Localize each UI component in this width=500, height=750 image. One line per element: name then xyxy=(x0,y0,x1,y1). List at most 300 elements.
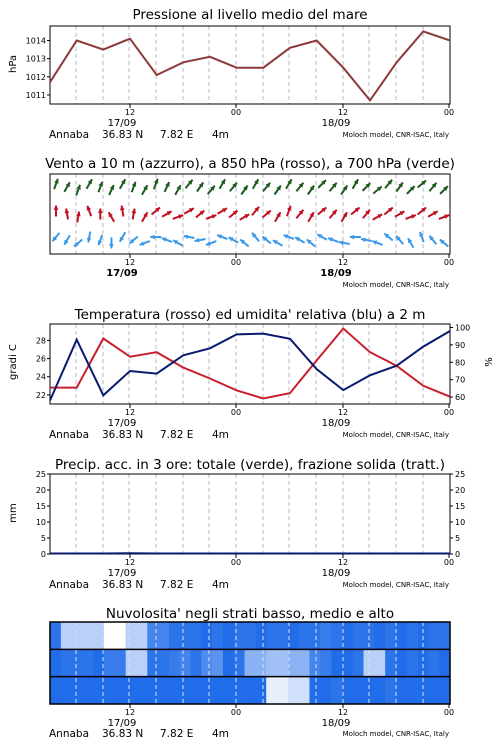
cloud-cell-alto xyxy=(407,622,418,649)
cloud-cell-medio xyxy=(266,649,277,676)
cloud-cell-alto xyxy=(136,622,147,649)
precip-ytick-label: 25 xyxy=(35,470,46,479)
cloud-cell-medio xyxy=(104,649,115,676)
cloud-cell-medio xyxy=(50,649,61,676)
wind700-wind-arrow xyxy=(429,183,436,191)
wind10-wind-arrow xyxy=(307,239,315,246)
cloud-cell-medio xyxy=(223,649,234,676)
wind10-wind-arrow xyxy=(109,238,114,249)
cloud-cell-alto xyxy=(180,622,191,649)
wind700-wind-arrow xyxy=(87,179,93,189)
wind700-wind-arrow xyxy=(286,179,292,189)
cloud-cell-basso xyxy=(439,677,450,704)
wind700-wind-arrow xyxy=(263,183,270,191)
cloud-cell-medio xyxy=(245,649,256,676)
precip-ytick-label-right: 10 xyxy=(455,518,466,527)
cloud-cell-alto xyxy=(50,622,61,649)
info-line-5 xyxy=(49,728,449,740)
credit: Moloch model, CNR-ISAC, Italy xyxy=(342,131,449,139)
wind850-wind-arrow xyxy=(87,206,92,216)
cloud-panel xyxy=(50,622,454,729)
cloud-cell-medio xyxy=(158,649,169,676)
wind10-wind-arrow xyxy=(120,232,126,242)
wind-title: Vento a 10 m (azzurro), a 850 hPa (rosso), a 700 hPa (verde) xyxy=(45,156,455,172)
cloud-cell-basso xyxy=(299,677,310,704)
temp-title: Temperatura (rosso) ed umidita' relativa (blu) a 2 m xyxy=(74,307,426,323)
cloud-cell-alto xyxy=(191,622,202,649)
wind850-wind-arrow xyxy=(206,214,216,219)
cloud-cell-basso xyxy=(342,677,353,704)
wind700-wind-arrow xyxy=(407,186,415,194)
temp-date-label: 18/09 xyxy=(321,418,351,429)
temp-ytick-label: 22 xyxy=(35,390,46,400)
credit: Moloch model, CNR-ISAC, Italy xyxy=(342,431,449,439)
wind850-wind-arrow xyxy=(418,207,426,214)
wind10-wind-arrow xyxy=(64,235,70,245)
pressure-frame xyxy=(50,26,450,104)
cloud-cell-medio xyxy=(201,649,212,676)
cloud-cell-basso xyxy=(126,677,137,704)
wind850-wind-arrow xyxy=(351,207,359,214)
precip-frame xyxy=(50,474,450,554)
cloud-cell-basso xyxy=(61,677,72,704)
wind10-wind-arrow xyxy=(384,233,392,240)
cloud-cell-basso xyxy=(115,677,126,704)
cloud-cell-alto xyxy=(72,622,83,649)
wind10-wind-arrow xyxy=(440,239,448,246)
temp-xtick-label: 00 xyxy=(230,408,242,417)
cloud-cell-alto xyxy=(126,622,137,649)
wind10-wind-arrow xyxy=(372,240,382,245)
cloud-cell-alto xyxy=(288,622,299,649)
cloud-cell-alto xyxy=(223,622,234,649)
precip-title: Precip. acc. in 3 ore: totale (verde), frazione solida (tratt.) xyxy=(55,457,445,473)
pressure-ytick-label: 1013 xyxy=(25,54,46,64)
precip-ytick-label-right: 0 xyxy=(455,550,461,559)
wind850-wind-arrow xyxy=(76,212,81,223)
cloud-cell-basso xyxy=(396,677,407,704)
precip-ytick-label-right: 20 xyxy=(455,486,466,495)
precip-ytick-label: 20 xyxy=(35,486,46,495)
cloud-cell-medio xyxy=(115,649,126,676)
wind850-wind-arrow xyxy=(142,212,148,222)
pressure-xtick-label: 00 xyxy=(443,108,455,117)
wind850-wind-arrow xyxy=(428,211,438,217)
wind850-wind-arrow xyxy=(262,210,270,217)
pressure-ytick-label: 1012 xyxy=(25,72,46,82)
wind700-wind-arrow xyxy=(64,182,70,192)
cloud-cell-medio xyxy=(353,649,364,676)
wind700-wind-arrow xyxy=(185,180,192,188)
wind-panel xyxy=(50,174,454,279)
wind10-wind-head xyxy=(350,235,354,240)
cloud-date-label: 17/09 xyxy=(107,718,137,729)
cloud-xtick-label: 12 xyxy=(337,708,349,717)
location-place: Annaba xyxy=(49,429,90,441)
wind700-wind-arrow xyxy=(142,185,148,195)
cloud-cell-alto xyxy=(201,622,212,649)
location-place: Annaba xyxy=(49,728,90,740)
wind850-wind-arrow xyxy=(109,212,115,222)
pressure-title: Pressione al livello medio del mare xyxy=(132,7,368,23)
cloud-cell-medio xyxy=(61,649,72,676)
precip-panel xyxy=(36,470,465,579)
wind850-wind-arrow xyxy=(308,212,314,222)
cloud-cell-basso xyxy=(50,677,61,704)
pressure-ylabel: hPa xyxy=(8,54,19,74)
precip-ytick-label: 0 xyxy=(40,550,46,559)
wind10-wind-arrow xyxy=(195,238,206,243)
wind10-wind-arrow xyxy=(87,232,92,243)
wind850-wind-arrow xyxy=(196,210,204,217)
pressure-xtick-label: 12 xyxy=(124,108,136,117)
wind10-wind-arrow xyxy=(217,234,227,239)
wind700-wind-arrow xyxy=(440,186,448,194)
cloud-date-label: 18/09 xyxy=(321,718,351,729)
wind700-wind-arrow xyxy=(385,180,392,188)
credit: Moloch model, CNR-ISAC, Italy xyxy=(342,281,449,289)
humidity-ylabel: % xyxy=(484,357,495,367)
wind700-wind-arrow xyxy=(253,179,258,189)
temp-xtick-label: 00 xyxy=(443,408,455,417)
cloud-cell-alto xyxy=(439,622,450,649)
cloud-cell-medio xyxy=(407,649,418,676)
wind850-wind-arrow xyxy=(98,209,103,220)
cloud-cell-basso xyxy=(353,677,364,704)
wind850-wind-arrow xyxy=(406,214,416,219)
pressure-date-label: 17/09 xyxy=(107,118,137,129)
cloud-cell-basso xyxy=(104,677,115,704)
precip-ytick-label: 5 xyxy=(40,534,46,543)
cloud-cell-alto xyxy=(353,622,364,649)
cloud-cell-basso xyxy=(180,677,191,704)
precip-xtick-label: 00 xyxy=(230,558,242,567)
wind700-wind-arrow xyxy=(220,179,226,189)
temp-ytick-label: 26 xyxy=(35,354,46,364)
wind850-wind-arrow xyxy=(341,212,347,222)
wind10-wind-arrow xyxy=(229,237,239,243)
location-lon: 7.82 E xyxy=(160,728,194,740)
cloud-cell-alto xyxy=(396,622,407,649)
wind10-wind-arrow xyxy=(429,236,436,244)
wind-xtick-label: 12 xyxy=(337,258,349,267)
wind-date-label: 18/09 xyxy=(320,268,352,279)
cloud-cell-medio xyxy=(385,649,396,676)
cloud-cell-alto xyxy=(255,622,266,649)
location-lat: 36.83 N xyxy=(102,129,144,141)
wind10-wind-arrow xyxy=(317,234,327,240)
credit: Moloch model, CNR-ISAC, Italy xyxy=(342,730,449,738)
precip-ytick-label: 15 xyxy=(35,502,46,511)
wind10-wind-arrow xyxy=(173,240,183,246)
cloud-cell-basso xyxy=(201,677,212,704)
precip-xtick-label: 12 xyxy=(124,558,136,567)
wind700-wind-arrow xyxy=(330,183,337,191)
cloud-cell-medio xyxy=(299,649,310,676)
wind10-wind-arrow xyxy=(396,236,403,244)
temp-date-label: 17/09 xyxy=(107,418,137,429)
wind700-wind-arrow xyxy=(109,185,114,195)
cloud-cell-medio xyxy=(288,649,299,676)
wind10-wind-head xyxy=(150,235,154,240)
wind10-wind-arrow xyxy=(162,237,172,242)
wind700-wind-arrow xyxy=(353,179,359,189)
location-place: Annaba xyxy=(49,129,90,141)
wind850-wind-arrow xyxy=(131,209,136,220)
wind700-wind-arrow xyxy=(154,179,159,189)
location-lat: 36.83 N xyxy=(102,429,144,441)
wind700-wind-arrow xyxy=(76,185,81,195)
cloud-cell-basso xyxy=(255,677,266,704)
pressure-xtick-label: 12 xyxy=(337,108,349,117)
cloud-cell-alto xyxy=(385,622,396,649)
wind700-wind-arrow xyxy=(296,183,303,191)
cloud-cell-basso xyxy=(428,677,439,704)
cloud-cell-medio xyxy=(374,649,385,676)
wind-xtick-label: 00 xyxy=(443,258,455,267)
wind10-wind-arrow xyxy=(408,238,414,248)
temp-frame xyxy=(50,324,450,404)
cloud-cell-basso xyxy=(147,677,158,704)
wind10-wind-arrow xyxy=(361,237,372,242)
wind850-wind-arrow xyxy=(439,214,449,219)
wind10-wind-arrow xyxy=(74,239,82,246)
wind700-wind-arrow xyxy=(132,182,137,192)
wind700-wind-arrow xyxy=(418,180,426,187)
cloud-cell-alto xyxy=(212,622,223,649)
wind10-wind-arrow xyxy=(240,239,248,246)
cloud-cell-alto xyxy=(309,622,320,649)
wind850-wind-arrow xyxy=(240,214,250,220)
wind850-wind-arrow xyxy=(287,206,292,216)
cloud-title: Nuvolosita' negli strati basso, medio e alto xyxy=(105,606,395,622)
wind700-wind-arrow xyxy=(197,182,203,191)
precip-xtick-label: 00 xyxy=(443,558,455,567)
humidity-ytick-label: 90 xyxy=(455,340,466,350)
cloud-cell-basso xyxy=(136,677,147,704)
cloud-cell-alto xyxy=(266,622,277,649)
humidity-ytick-label: 70 xyxy=(455,375,466,385)
wind10-wind-arrow xyxy=(339,240,350,245)
cloud-cell-medio xyxy=(126,649,137,676)
location-alt: 4m xyxy=(212,579,229,591)
cloud-cell-basso xyxy=(169,677,180,704)
cloud-xtick-label: 00 xyxy=(230,708,242,717)
wind850-wind-arrow xyxy=(373,214,383,220)
cloud-cell-basso xyxy=(407,677,418,704)
wind850-wind-arrow xyxy=(120,206,125,217)
location-lon: 7.82 E xyxy=(160,429,194,441)
cloud-cell-basso xyxy=(234,677,245,704)
cloud-cell-alto xyxy=(169,622,180,649)
cloud-cell-basso xyxy=(245,677,256,704)
wind700-wind-arrow xyxy=(373,186,381,193)
location-lat: 36.83 N xyxy=(102,728,144,740)
cloud-cell-medio xyxy=(439,649,450,676)
wind700-wind-arrow xyxy=(54,179,59,189)
temp-ytick-label: 24 xyxy=(35,372,46,382)
wind10-wind-head xyxy=(109,244,114,248)
cloud-cell-medio xyxy=(136,649,147,676)
pressure-ytick-label: 1011 xyxy=(25,90,46,100)
cloud-cell-medio xyxy=(255,649,266,676)
cloud-cell-medio xyxy=(331,649,342,676)
wind700-wind-arrow xyxy=(318,180,326,188)
cloud-cell-medio xyxy=(72,649,83,676)
info-line-1 xyxy=(49,129,449,141)
location-alt: 4m xyxy=(212,728,229,740)
location-alt: 4m xyxy=(212,429,229,441)
wind10-wind-arrow xyxy=(328,237,338,242)
wind850-wind-head xyxy=(54,206,59,210)
wind700-wind-arrow xyxy=(165,182,170,192)
wind700-wind-arrow xyxy=(341,185,347,194)
wind700-wind-arrow xyxy=(308,185,314,194)
wind700-wind-arrow xyxy=(120,179,126,189)
temp-xtick-label: 12 xyxy=(337,408,349,417)
cloud-cell-basso xyxy=(72,677,83,704)
wind850-wind-arrow xyxy=(218,208,228,214)
pressure-panel xyxy=(26,26,454,129)
cloud-cell-alto xyxy=(428,622,439,649)
precip-date-label: 17/09 xyxy=(107,568,137,579)
cloud-cell-basso xyxy=(191,677,202,704)
wind850-wind-arrow xyxy=(296,210,303,218)
pressure-ytick-label: 1014 xyxy=(25,36,46,46)
cloud-cell-basso xyxy=(266,677,277,704)
cloud-cell-basso xyxy=(277,677,288,704)
wind850-wind-arrow xyxy=(318,207,326,214)
cloud-cell-medio xyxy=(212,649,223,676)
cloud-cell-alto xyxy=(277,622,288,649)
cloud-cell-medio xyxy=(147,649,158,676)
cloud-cell-alto xyxy=(245,622,256,649)
wind10-wind-arrow xyxy=(295,237,305,243)
location-place: Annaba xyxy=(49,579,90,591)
pressure-date-label: 18/09 xyxy=(321,118,351,129)
wind10-wind-arrow xyxy=(273,240,283,246)
cloud-xtick-label: 12 xyxy=(124,708,136,717)
location-lon: 7.82 E xyxy=(160,579,194,591)
precip-ytick-label-right: 25 xyxy=(455,470,466,479)
info-line-3 xyxy=(49,429,449,441)
wind10-wind-arrow xyxy=(140,241,150,246)
temp-panel xyxy=(36,323,470,429)
wind850-wind-arrow xyxy=(275,212,281,222)
cloud-cell-medio xyxy=(320,649,331,676)
wind700-wind-arrow xyxy=(275,185,281,194)
cloud-cell-medio xyxy=(82,649,93,676)
info-line-2 xyxy=(343,281,449,289)
cloud-cell-medio xyxy=(180,649,191,676)
wind700-wind-arrow xyxy=(241,185,247,194)
wind850-wind-arrow xyxy=(65,209,70,220)
cloud-xtick-label: 00 xyxy=(443,708,455,717)
cloud-cell-alto xyxy=(234,622,245,649)
precip-ylabel: mm xyxy=(8,503,19,523)
wind10-wind-arrow xyxy=(184,234,195,239)
humidity-ytick-label: 60 xyxy=(455,393,466,403)
wind850-wind-arrow xyxy=(173,214,183,219)
wind10-wind-arrow xyxy=(252,233,259,241)
wind700-wind-arrow xyxy=(98,182,103,192)
wind10-wind-arrow xyxy=(350,235,361,240)
wind850-wind-head xyxy=(98,209,103,213)
cloud-cell-medio xyxy=(428,649,439,676)
cloud-cell-alto xyxy=(115,622,126,649)
wind850-wind-arrow xyxy=(330,210,337,218)
location-alt: 4m xyxy=(212,129,229,141)
cloud-cell-basso xyxy=(82,677,93,704)
location-lat: 36.83 N xyxy=(102,579,144,591)
humidity-line xyxy=(50,331,450,401)
pressure-line xyxy=(50,31,450,100)
cloud-cell-alto xyxy=(104,622,115,649)
wind10-wind-arrow xyxy=(262,236,270,243)
wind850-wind-arrow xyxy=(384,207,392,214)
cloud-cell-basso xyxy=(309,677,320,704)
wind700-wind-arrow xyxy=(397,182,403,191)
cloud-cell-medio xyxy=(309,649,320,676)
cloud-cell-alto xyxy=(331,622,342,649)
cloud-cell-alto xyxy=(82,622,93,649)
cloud-cell-medio xyxy=(277,649,288,676)
wind-date-label: 17/09 xyxy=(106,268,138,279)
precip-date-label: 18/09 xyxy=(321,568,351,579)
wind10-wind-arrow xyxy=(52,233,59,241)
cloud-cell-medio xyxy=(169,649,180,676)
cloud-cell-basso xyxy=(288,677,299,704)
humidity-ytick-label: 100 xyxy=(455,323,471,333)
cloud-cell-alto xyxy=(61,622,72,649)
wind700-wind-arrow xyxy=(175,185,181,195)
cloud-cell-alto xyxy=(299,622,310,649)
temp-xtick-label: 12 xyxy=(124,408,136,417)
wind850-wind-arrow xyxy=(162,211,172,217)
temp-ylabel: gradi C xyxy=(8,344,19,380)
wind850-wind-arrow xyxy=(252,207,259,215)
cloud-cell-basso xyxy=(212,677,223,704)
wind850-wind-arrow xyxy=(152,207,160,214)
location-lon: 7.82 E xyxy=(160,129,194,141)
wind850-wind-arrow xyxy=(184,208,194,214)
wind10-wind-arrow xyxy=(98,235,103,245)
wind-xtick-label: 00 xyxy=(230,258,242,267)
cloud-cell-basso xyxy=(385,677,396,704)
cloud-cell-alto xyxy=(320,622,331,649)
wind10-wind-arrow xyxy=(129,236,137,243)
precip-ytick-label-right: 5 xyxy=(455,534,461,543)
info-line-4 xyxy=(49,579,449,591)
cloud-cell-basso xyxy=(374,677,385,704)
credit: Moloch model, CNR-ISAC, Italy xyxy=(342,581,449,589)
cloud-cell-medio xyxy=(396,649,407,676)
cloud-cell-medio xyxy=(191,649,202,676)
cloud-cell-alto xyxy=(158,622,169,649)
wind10-wind-arrow xyxy=(206,241,216,246)
cloud-cell-basso xyxy=(158,677,169,704)
precip-xtick-label: 12 xyxy=(337,558,349,567)
cloud-cell-medio xyxy=(342,649,353,676)
precip-ytick-label-right: 15 xyxy=(455,502,466,511)
cloud-cell-basso xyxy=(223,677,234,704)
pressure-xtick-label: 00 xyxy=(230,108,242,117)
cloud-cell-alto xyxy=(147,622,158,649)
wind-xtick-label: 12 xyxy=(124,258,136,267)
temp-ytick-label: 28 xyxy=(35,336,46,346)
precip-ytick-label: 10 xyxy=(35,518,46,527)
wind850-wind-arrow xyxy=(54,206,59,217)
